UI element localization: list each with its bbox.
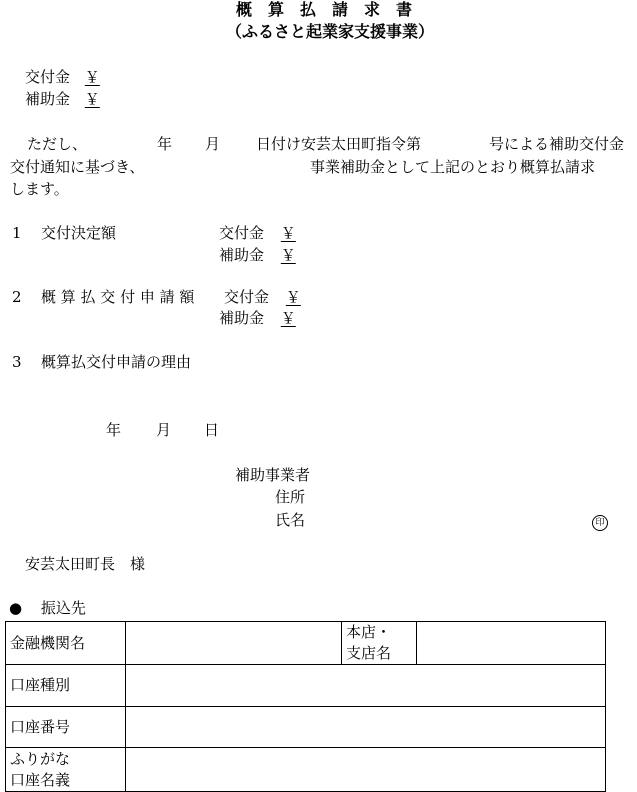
body-text-1b: 日付け安芸太田町指令第 (256, 135, 422, 153)
summary-grant-label: 交付金 (25, 68, 71, 86)
seal-mark (592, 513, 608, 531)
item1-grant-yen: ￥ (280, 224, 296, 242)
branch-label-line1: 本店・ (346, 623, 392, 641)
item2-label: 概 算 払 交 付 申 請 額 (41, 288, 195, 306)
document-title: 概 算 払 請 求 書 (236, 0, 413, 19)
table-row (6, 665, 606, 707)
transfer-heading (9, 601, 86, 616)
body-text-2a: 交付通知に基づき、 (10, 158, 145, 176)
item1-subsidy-yen: ￥ (280, 246, 296, 264)
summary-line-subsidy (25, 92, 100, 107)
account-number-label: 口座番号 (6, 707, 126, 748)
item3-number: 3 (12, 353, 22, 371)
item2-grant-label: 交付金 (224, 288, 270, 306)
branch-label (342, 622, 417, 665)
applicant-label: 補助事業者 (235, 466, 311, 484)
transfer-title: 振込先 (40, 599, 86, 617)
date-year: 年 (106, 421, 122, 439)
summary-grant-yen: ￥ (84, 68, 100, 86)
item3-label: 概算払交付申請の理由 (41, 353, 192, 371)
item1-subsidy (219, 248, 296, 263)
applicant-address-label: 住所 (275, 488, 306, 506)
item2-grant (224, 290, 301, 305)
account-holder-name-label: 口座名義 (10, 770, 71, 789)
item2-subsidy (219, 311, 296, 326)
item2-subsidy-label: 補助金 (219, 309, 265, 327)
bank-name-field[interactable] (126, 622, 342, 665)
body-text-3: します。 (10, 180, 69, 198)
bank-name-label: 金融機関名 (6, 622, 126, 665)
account-holder-label (6, 748, 126, 792)
item1-number: 1 (12, 224, 22, 242)
branch-label-line2: 支店名 (346, 644, 392, 662)
account-type-label: 口座種別 (6, 665, 126, 707)
body-text-1-month: 月 (205, 135, 221, 153)
applicant-name-label: 氏名 (275, 511, 306, 529)
summary-subsidy-yen: ￥ (84, 90, 100, 108)
item1-grant-label: 交付金 (219, 224, 265, 242)
account-number-field[interactable] (126, 707, 606, 748)
addressee: 安芸太田町長 様 (25, 555, 146, 573)
body-text-1a: ただし、 (27, 135, 88, 153)
bank-account-table (5, 621, 606, 792)
item2-subsidy-yen: ￥ (280, 309, 296, 327)
item1-label: 交付決定額 (41, 224, 117, 242)
body-text-1-year: 年 (157, 135, 173, 153)
summary-subsidy-label: 補助金 (25, 90, 71, 108)
account-holder-field[interactable] (126, 748, 606, 792)
document-subtitle: （ふるさと起業家支援事業） (226, 22, 435, 41)
table-row (6, 748, 606, 792)
date-day: 日 (204, 421, 220, 439)
account-type-field[interactable] (126, 665, 606, 707)
item1-grant (219, 226, 296, 241)
account-holder-furigana-label: ふりがな (10, 749, 71, 768)
date-month: 月 (156, 421, 172, 439)
item2-grant-yen: ￥ (285, 288, 301, 306)
body-text-2b: 事業補助金として上記のとおり概算払請求 (310, 158, 596, 176)
item2-number: 2 (12, 288, 22, 306)
bullet-icon: ● (9, 599, 23, 617)
table-row (6, 707, 606, 748)
body-text-1c: 号による補助交付金 (489, 135, 625, 153)
branch-name-field[interactable] (417, 622, 606, 665)
seal-icon: 印 (592, 515, 608, 531)
item1-subsidy-label: 補助金 (219, 246, 265, 264)
table-row (6, 622, 606, 665)
summary-line-grant (25, 70, 100, 85)
